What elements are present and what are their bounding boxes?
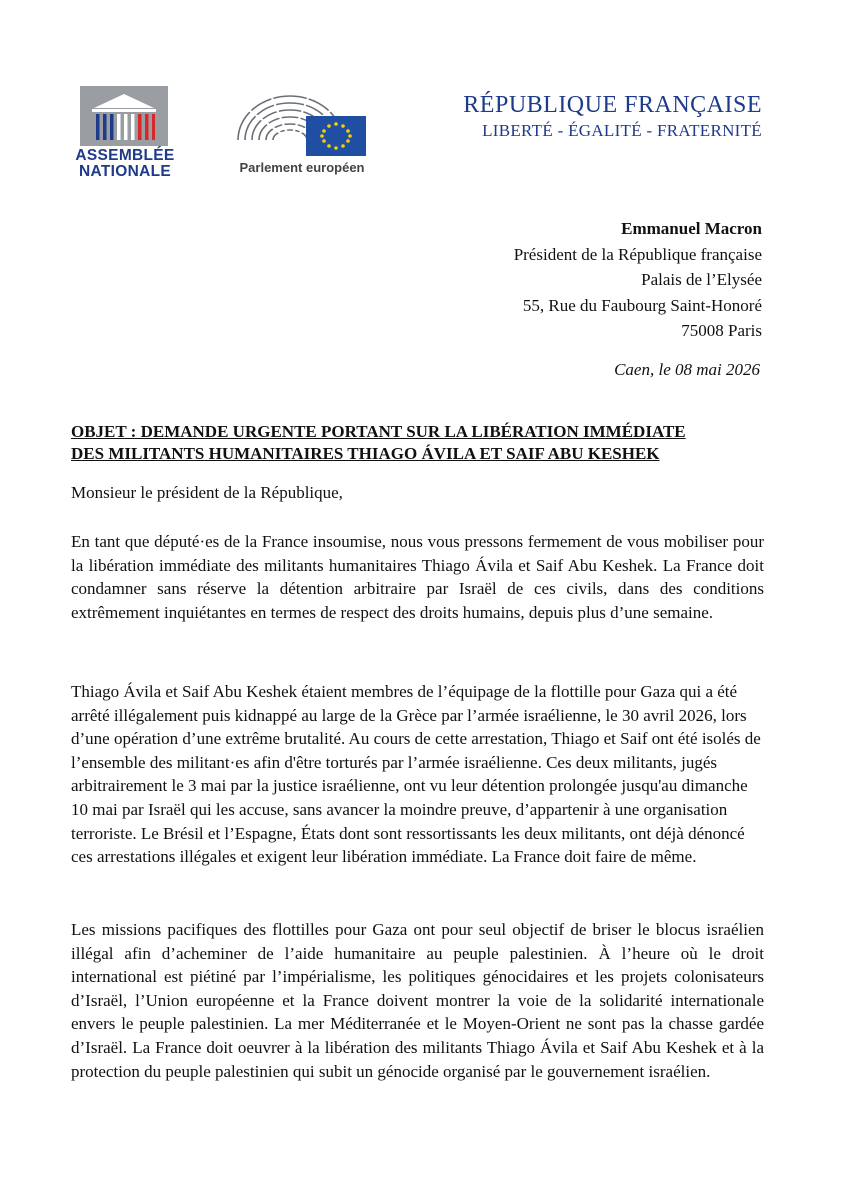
paragraph-3-text: Les missions pacifiques des flottilles pour Gaza ont pour seul objectif de briser le blocus israélien illégal afin d’acheminer de l’aide humanitaire au peuple palestinien. À l’heure où le droit international est piétiné par l’impérialisme, les politiques génocidaires et les projets colonisateurs d’Israël, l’Union européenne et la France doivent montrer la voie de la solidarité internationale envers le peuple palestinien. La mer Méditerranée et le Moyen-Orient ne sont pas la chasse gardée d’Israël. La France doit oeuvrer à la libération des militants Thiago Ávila et Saif Abu Keshek et à la protection du peuple palestinien qui subit un génocide organisé par le gouvernement israélien. <box>71 920 764 1081</box>
recipient-name: Emmanuel Macron <box>621 219 762 238</box>
paragraph-2 <box>71 680 764 869</box>
recipient-address-line3: 75008 Paris <box>681 321 762 340</box>
parlement-logo-text: Parlement européen <box>239 160 365 175</box>
republic-title: RÉPUBLIQUE FRANÇAISE <box>463 92 762 118</box>
assemblee-logo-text <box>72 148 178 180</box>
subject-line2: DES MILITANTS HUMANITAIRES THIAGO ÁVILA ET SAIF ABU KESHEK <box>71 444 660 463</box>
republic-header <box>463 92 762 141</box>
assemblee-building-icon <box>80 86 168 146</box>
paragraph-3 <box>71 918 764 1083</box>
assemblee-nationale-logo <box>72 86 178 182</box>
letter-date: Caen, le 08 mai 2026 <box>614 360 760 379</box>
paragraph-2-text: Thiago Ávila et Saif Abu Keshek étaient membres de l’équipage de la flottille pour Gaza qui a été arrêté illégalement puis kidnappé au large de la Grèce par l’armée israélienne, le 30 avril 2026, lors d’une opération d’une extrême brutalité. Au cours de cette arrestation, Thiago et Saif ont été isolés de l’ensemble des militant·es afin d'être torturés par l’armée israélienne. Ces deux militants, jugés arbitrairement le 3 mai par la justice israélienne, ont vu leur détention prolongée jusqu'au dimanche 10 mai par Israël qui les accuse, sans avancer la moindre preuve, d’appartenir à une organisation terroriste. Le Brésil et l’Espagne, États dont sont ressortissants les deux militants, ont déjà dénoncé ces arrestations illégales et exigent leur libération immédiate. La France doit faire de même. <box>71 682 761 867</box>
republic-motto: LIBERTÉ - ÉGALITÉ - FRATERNITÉ <box>482 121 762 140</box>
recipient-address-line2: 55, Rue du Faubourg Saint-Honoré <box>522 295 762 315</box>
hemicycle-eu-flag-icon <box>232 88 372 158</box>
recipient-block <box>514 216 762 344</box>
assemblee-line2: NATIONALE <box>79 163 171 180</box>
assemblee-line1: ASSEMBLÉE <box>75 147 175 164</box>
paragraph-1-text: En tant que député·es de la France insoumise, nous vous pressons fermement de vous mobiliser pour la libération immédiate des militants humanitaires Thiago Ávila et Saif Abu Keshek. La France doit condamner sans réserve la détention arbitraire par Israël de ces civils, dans des conditions extrêmement inquiétantes en termes de respect des droits humains, depuis plus d’une semaine. <box>71 532 764 622</box>
salutation: Monsieur le président de la République, <box>71 483 343 502</box>
paragraph-1 <box>71 530 764 624</box>
parlement-europeen-logo <box>232 88 372 180</box>
recipient-title: Président de la République française <box>513 244 762 264</box>
letter-subject <box>71 421 686 465</box>
subject-line1: OBJET : DEMANDE URGENTE PORTANT SUR LA LIBÉRATION IMMÉDIATE <box>71 422 686 441</box>
recipient-address-line1: Palais de l’Elysée <box>641 270 762 289</box>
